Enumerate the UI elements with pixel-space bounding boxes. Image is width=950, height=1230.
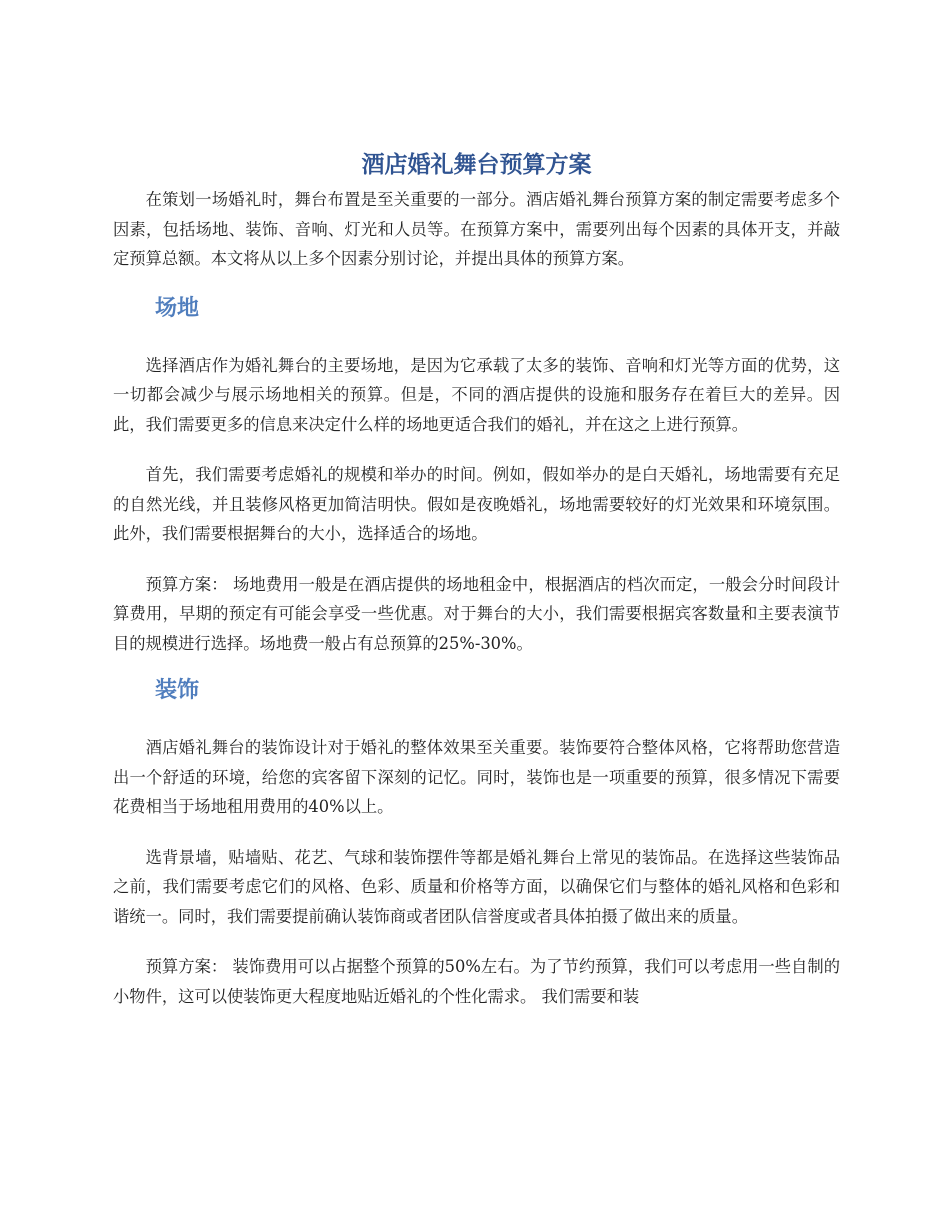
venue-paragraph-2: 首先，我们需要考虑婚礼的规模和举办的时间。例如，假如举办的是白天婚礼，场地需要有充足的自然光线，并且装修风格更加简洁明快。假如是夜晚婚礼，场地需要较好的灯光效果和环境氛围。此外，我们需要根据舞台的大小，选择适合的场地。	[113, 465, 840, 543]
intro-paragraph: 在策划一场婚礼时，舞台布置是至关重要的一部分。酒店婚礼舞台预算方案的制定需要考虑多个因素，包括场地、装饰、音响、灯光和人员等。在预算方案中，需要列出每个因素的具体开支，并敲定预算总额。本文将从以上多个因素分别讨论，并提出具体的预算方案。	[113, 190, 840, 268]
document-title: 酒店婚礼舞台预算方案	[361, 152, 592, 178]
section-heading-venue: 场地	[155, 295, 200, 321]
document-page	[113, 147, 840, 1011]
venue-budget-paragraph: 预算方案： 场地费用一般是在酒店提供的场地租金中，根据酒店的档次而定，一般会分时间段计算费用，早期的预定有可能会享受一些优惠。对于舞台的大小，我们需要根据宾客数量和主要表演节目的规模进行选择。场地费一般占有总预算的25%-30%。	[113, 574, 840, 653]
decoration-paragraph-1: 酒店婚礼舞台的装饰设计对于婚礼的整体效果至关重要。装饰要符合整体风格，它将帮助您营造出一个舒适的环境，给您的宾客留下深刻的记忆。同时，装饰也是一项重要的预算，很多情况下需要花费相当于场地租用费用的40%以上。	[113, 738, 840, 816]
decoration-budget-paragraph: 预算方案： 装饰费用可以占据整个预算的50%左右。为了节约预算，我们可以考虑用一些自制的小物件，这可以使装饰更大程度地贴近婚礼的个性化需求。 我们需要和装	[113, 957, 840, 1006]
decoration-paragraph-2: 选背景墙，贴墙贴、花艺、气球和装饰摆件等都是婚礼舞台上常见的装饰品。在选择这些装饰品之前，我们需要考虑它们的风格、色彩、质量和价格等方面，以确保它们与整体的婚礼风格和色彩和谐统一。同时，我们需要提前确认装饰商或者团队信誉度或者具体拍摄了做出来的质量。	[113, 847, 840, 926]
venue-paragraph-1: 选择酒店作为婚礼舞台的主要场地，是因为它承载了太多的装饰、音响和灯光等方面的优势，这一切都会减少与展示场地相关的预算。但是，不同的酒店提供的设施和服务存在着巨大的差异。因此，我们需要更多的信息来决定什么样的场地更适合我们的婚礼，并在这之上进行预算。	[113, 355, 840, 434]
section-heading-decoration: 装饰	[155, 678, 200, 703]
